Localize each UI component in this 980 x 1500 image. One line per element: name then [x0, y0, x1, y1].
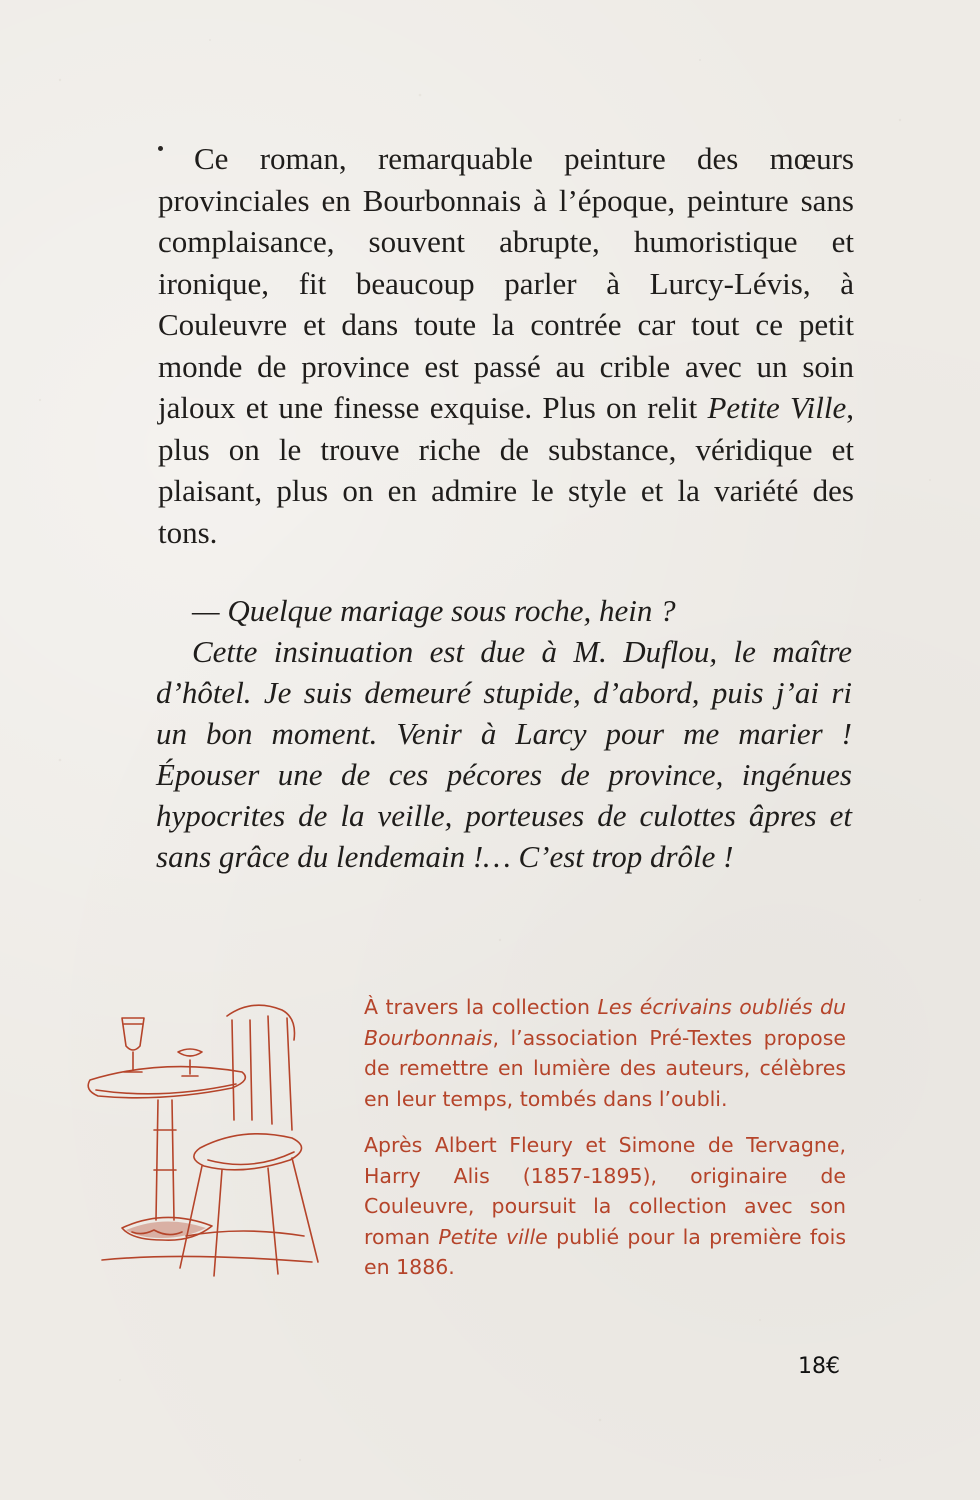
quote-paragraph: Cette insinuation est due à M. Duflou, le maître d’hôtel. Je suis demeuré stupide, d’abord, puis j’ai ri un bon moment. Venir à Larcy pour me marier ! Épouser une de ces pécores de province, ingénues hypocrites de la veille, porteuses de culottes âpres et sans grâce du lendemain !… C’est trop drôle !	[156, 634, 852, 874]
collection-description	[364, 992, 846, 1299]
collection-paragraph-1	[364, 992, 846, 1114]
collection-p2-end: publié pour la première fois en 1886.	[364, 1224, 847, 1279]
collection-p2-start: Après Albert Fleury et Simone de Tervagne, Harry Alis (1857-1895), originaire de Couleuvre, poursuit la collection avec son roman	[364, 1133, 846, 1249]
intro-book-title: Petite Ville	[707, 390, 847, 425]
collection-paragraph-2	[364, 1130, 846, 1283]
intro-text-start: Ce roman, remarquable peinture des mœurs provinciales en Bourbonnais à l’époque, peinture sans complaisance, souvent abrupte, humoristique et ironique, fit beaucoup parler à Lurcy-Lévis, à Couleuvre et dans toute la contrée car tout ce petit monde de province est passé au crible avec un soin jaloux et une finesse exquise. Plus on relit	[158, 141, 854, 425]
price-label: 18€	[798, 1354, 840, 1379]
collection-p1-end: , l’association Pré-Textes propose de remettre en lumière des auteurs, célèbres en leur temps, tombés dans l’oubli.	[364, 1025, 846, 1111]
collection-book-title: Petite ville	[438, 1224, 548, 1249]
quote-opening-line: — Quelque mariage sous roche, hein ?	[192, 593, 676, 628]
intro-text-end: , plus on le trouve riche de substance, véridique et plaisant, plus on en admire le style et la variété des tons.	[158, 390, 854, 550]
excerpt-quote	[156, 590, 852, 877]
cafe-table-chair-icon	[82, 1000, 362, 1290]
collection-p1-start: À travers la collection	[364, 995, 598, 1019]
collection-series-name: Les écrivains oubliés du Bourbonnais	[364, 995, 846, 1050]
intro-paragraph	[158, 138, 854, 553]
